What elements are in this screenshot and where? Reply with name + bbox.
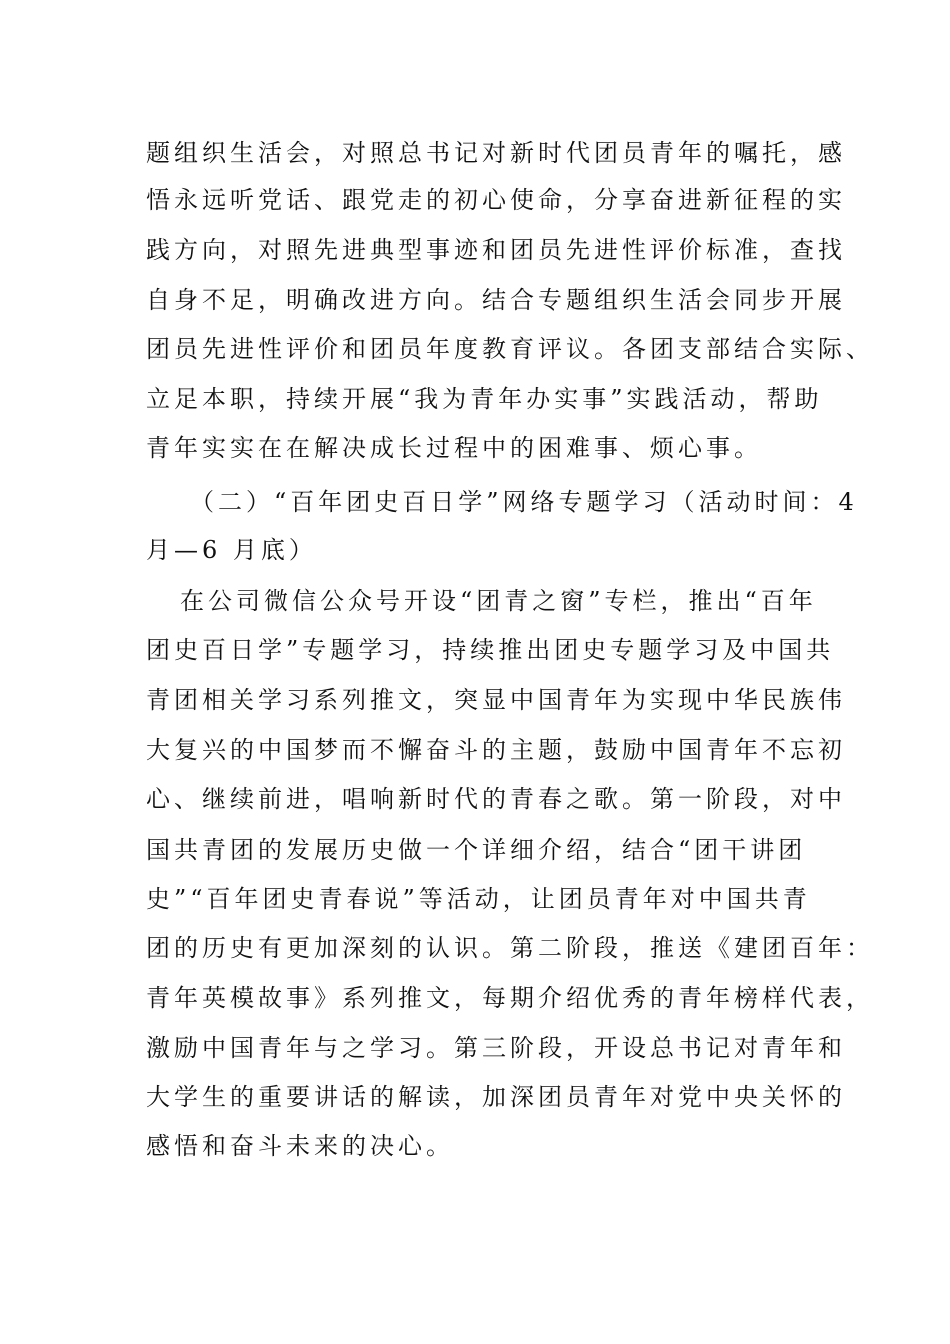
body-text-line: 国共青团的发展历史做一个详细介绍，结合“团干讲团	[146, 836, 807, 864]
body-text-line: 立足本职，持续开展“我为青年办实事”实践活动，帮助	[146, 385, 823, 413]
body-text-line: 题组织生活会，对照总书记对新时代团员青年的嘱托，感	[146, 139, 846, 167]
body-text-line: 史”“百年团史青春说”等活动，让团员青年对中国共青	[146, 885, 811, 913]
body-text-line: 大复兴的中国梦而不懈奋斗的主题，鼓励中国青年不忘初	[146, 736, 846, 764]
body-text-line: 激励中国青年与之学习。第三阶段，开设总书记对青年和	[146, 1034, 846, 1062]
body-text-line: 青年实实在在解决成长过程中的困难事、烦心事。	[146, 434, 762, 462]
body-text-line: 团员先进性评价和团员年度教育评议。各团支部结合实际、	[146, 335, 874, 363]
body-text-line: 团史百日学”专题学习，持续推出团史专题学习及中国共	[146, 636, 835, 664]
section-heading: （二）“百年团史百日学”网络专题学习（活动时间：4	[190, 488, 858, 516]
body-text-line: 感悟和奋斗未来的决心。	[146, 1132, 454, 1160]
body-text-line: 践方向，对照先进典型事迹和团员先进性评价标准，查找	[146, 236, 846, 264]
body-text-line: 青年英模故事》系列推文，每期介绍优秀的青年榜样代表，	[146, 984, 874, 1012]
body-text-line: 团的历史有更加深刻的认识。第二阶段，推送《建团百年：	[146, 934, 874, 962]
body-text-line: 大学生的重要讲话的解读，加深团员青年对党中央关怀的	[146, 1083, 846, 1111]
section-heading-continuation: 月—6 月底）	[146, 536, 317, 564]
body-text-line: 青团相关学习系列推文，突显中国青年为实现中华民族伟	[146, 686, 846, 714]
body-text-line: 心、继续前进，唱响新时代的青春之歌。第一阶段，对中	[146, 785, 846, 813]
body-text-line: 悟永远听党话、跟党走的初心使命，分享奋进新征程的实	[146, 186, 846, 214]
paragraph-first-line: 在公司微信公众号开设“团青之窗”专栏，推出“百年	[180, 587, 817, 615]
body-text-line: 自身不足，明确改进方向。结合专题组织生活会同步开展	[146, 286, 846, 314]
